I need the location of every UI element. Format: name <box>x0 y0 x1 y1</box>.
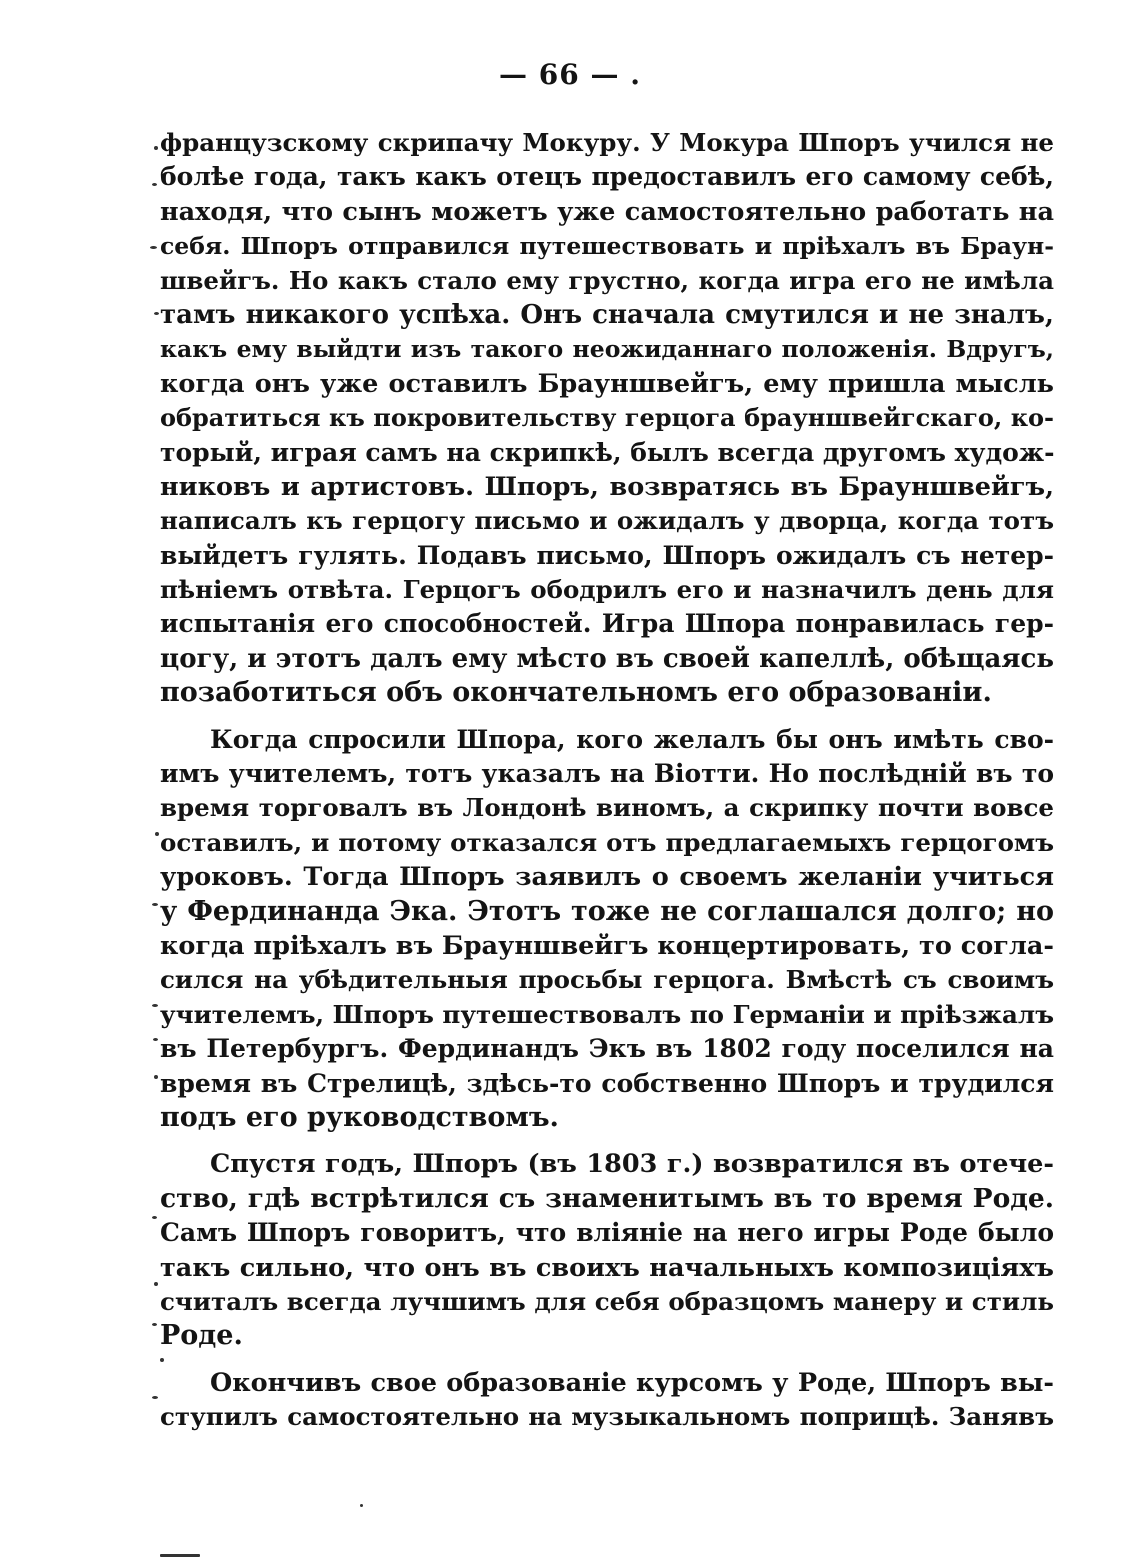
text-line: выйдетъ гулять. Подавъ письмо, Шпоръ ожидалъ съ нетер- <box>160 540 1054 570</box>
scan-speck <box>154 1075 158 1079</box>
text-line: Когда спросили Шпора, кого желалъ бы онъ имѣть сво- <box>210 724 1054 754</box>
text-line: считалъ всегда лучшимъ для себя образцомъ манеру и стиль <box>160 1286 1054 1316</box>
text-line: цогу, и этотъ далъ ему мѣсто въ своей капеллѣ, обѣщаясь <box>160 643 1054 674</box>
text-line: учителемъ, Шпоръ путешествовалъ по Германіи и пріѣзжалъ <box>160 999 1054 1029</box>
scan-speck <box>154 1282 158 1286</box>
scan-speck <box>154 146 158 150</box>
scan-speck <box>152 1323 157 1326</box>
text-line: тамъ никакого успѣха. Онъ сначала смутился и не зналъ, <box>160 299 1054 330</box>
page-number: — 66 — . <box>499 58 641 91</box>
text-line: уроковъ. Тогда Шпоръ заявилъ о своемъ желаніи учиться <box>160 862 1054 893</box>
text-line: испытанія его способностей. Игра Шпора понравилась гер- <box>160 609 1054 639</box>
scan-speck <box>152 1004 158 1007</box>
text-line: обратиться къ покровительству герцога брауншвейгскаго, ко- <box>160 403 1054 433</box>
text-line: Спустя годъ, Шпоръ (въ 1803 г.) возвратился въ отече- <box>210 1149 1054 1180</box>
text-line: въ Петербургъ. Фердинандъ Экъ въ 1802 году поселился на <box>160 1034 1054 1064</box>
text-line: французскому скрипачу Мокуру. У Мокура Шпоръ учился не <box>160 128 1054 157</box>
scan-speck <box>154 312 159 315</box>
text-line: Окончивъ свое образованіе курсомъ у Роде, Шпоръ вы- <box>210 1367 1054 1398</box>
text-line: у Фердинанда Эка. Этотъ тоже не соглашался долго; но <box>160 895 1054 927</box>
scan-speck <box>360 1504 363 1507</box>
text-line: такъ сильно, что онъ въ своихъ начальныхъ композиціяхъ <box>160 1252 1054 1283</box>
text-line: имъ учителемъ, тотъ указалъ на Віотти. Но послѣдній въ то <box>160 759 1054 789</box>
paragraph-3 <box>160 1147 1054 1353</box>
scan-speck <box>153 1038 158 1041</box>
text-line: время торговалъ въ Лондонѣ виномъ, а скрипку почти вовсе <box>160 793 1054 823</box>
scan-speck <box>152 1396 158 1399</box>
scan-speck <box>152 183 157 186</box>
text-line: когда пріѣхалъ въ Брауншвейгъ концертировать, то согла- <box>160 930 1054 961</box>
text-line: какъ ему выйдти изъ такого неожиданнаго положенія. Вдругъ, <box>160 335 1054 364</box>
paragraph-1 <box>160 126 1054 711</box>
text-line: торый, играя самъ на скрипкѣ, былъ всегда другомъ худож- <box>160 437 1055 467</box>
scan-speck <box>160 1358 164 1362</box>
text-line: время въ Стрелицѣ, здѣсь-то собственно Шпоръ и трудился <box>160 1068 1054 1098</box>
scan-speck <box>152 1216 157 1219</box>
text-line: подъ его руководствомъ. <box>160 1101 559 1133</box>
text-line: написалъ къ герцогу письмо и ожидалъ у дворца, когда тотъ <box>160 506 1054 536</box>
body-text <box>160 126 1054 1446</box>
text-line: пѣніемъ отвѣта. Герцогъ ободрилъ его и назначилъ день для <box>160 575 1054 605</box>
text-line: находя, что сынъ можетъ уже самостоятельно работать на <box>160 196 1054 227</box>
text-line: когда онъ уже оставилъ Брауншвейгъ, ему пришла мысль <box>160 368 1054 399</box>
text-line: никовъ и артистовъ. Шпоръ, возвратясь въ Брауншвейгъ, <box>160 471 1054 502</box>
scan-speck <box>160 1554 200 1557</box>
text-line: сился на убѣдительныя просьбы герцога. Вмѣстѣ съ своимъ <box>160 965 1054 995</box>
text-line: швейгъ. Но какъ стало ему грустно, когда игра его не имѣла <box>160 265 1054 295</box>
text-line: позаботиться объ окончательномъ его образованіи. <box>160 677 992 709</box>
scan-speck <box>155 832 159 836</box>
text-line: Роде. <box>160 1320 243 1352</box>
text-line: ступилъ самостоятельно на музыкальномъ поприщѣ. Занявъ <box>160 1402 1054 1432</box>
paragraph-4 <box>160 1366 1054 1435</box>
text-line: ство, гдѣ встрѣтился съ знаменитымъ въ то время Роде. <box>160 1182 1054 1214</box>
paragraph-2 <box>160 723 1054 1136</box>
text-line: Самъ Шпоръ говоритъ, что вліяніе на него игры Роде было <box>160 1218 1054 1248</box>
scan-speck <box>152 903 158 906</box>
text-line: оставилъ, и потому отказался отъ предлагаемыхъ герцогомъ <box>160 827 1054 857</box>
text-line: болѣе года, такъ какъ отецъ предоставилъ его самому себѣ, <box>160 162 1054 192</box>
text-line: себя. Шпоръ отправился путешествовать и пріѣхалъ въ Браун- <box>160 232 1054 261</box>
scan-speck <box>150 246 157 249</box>
